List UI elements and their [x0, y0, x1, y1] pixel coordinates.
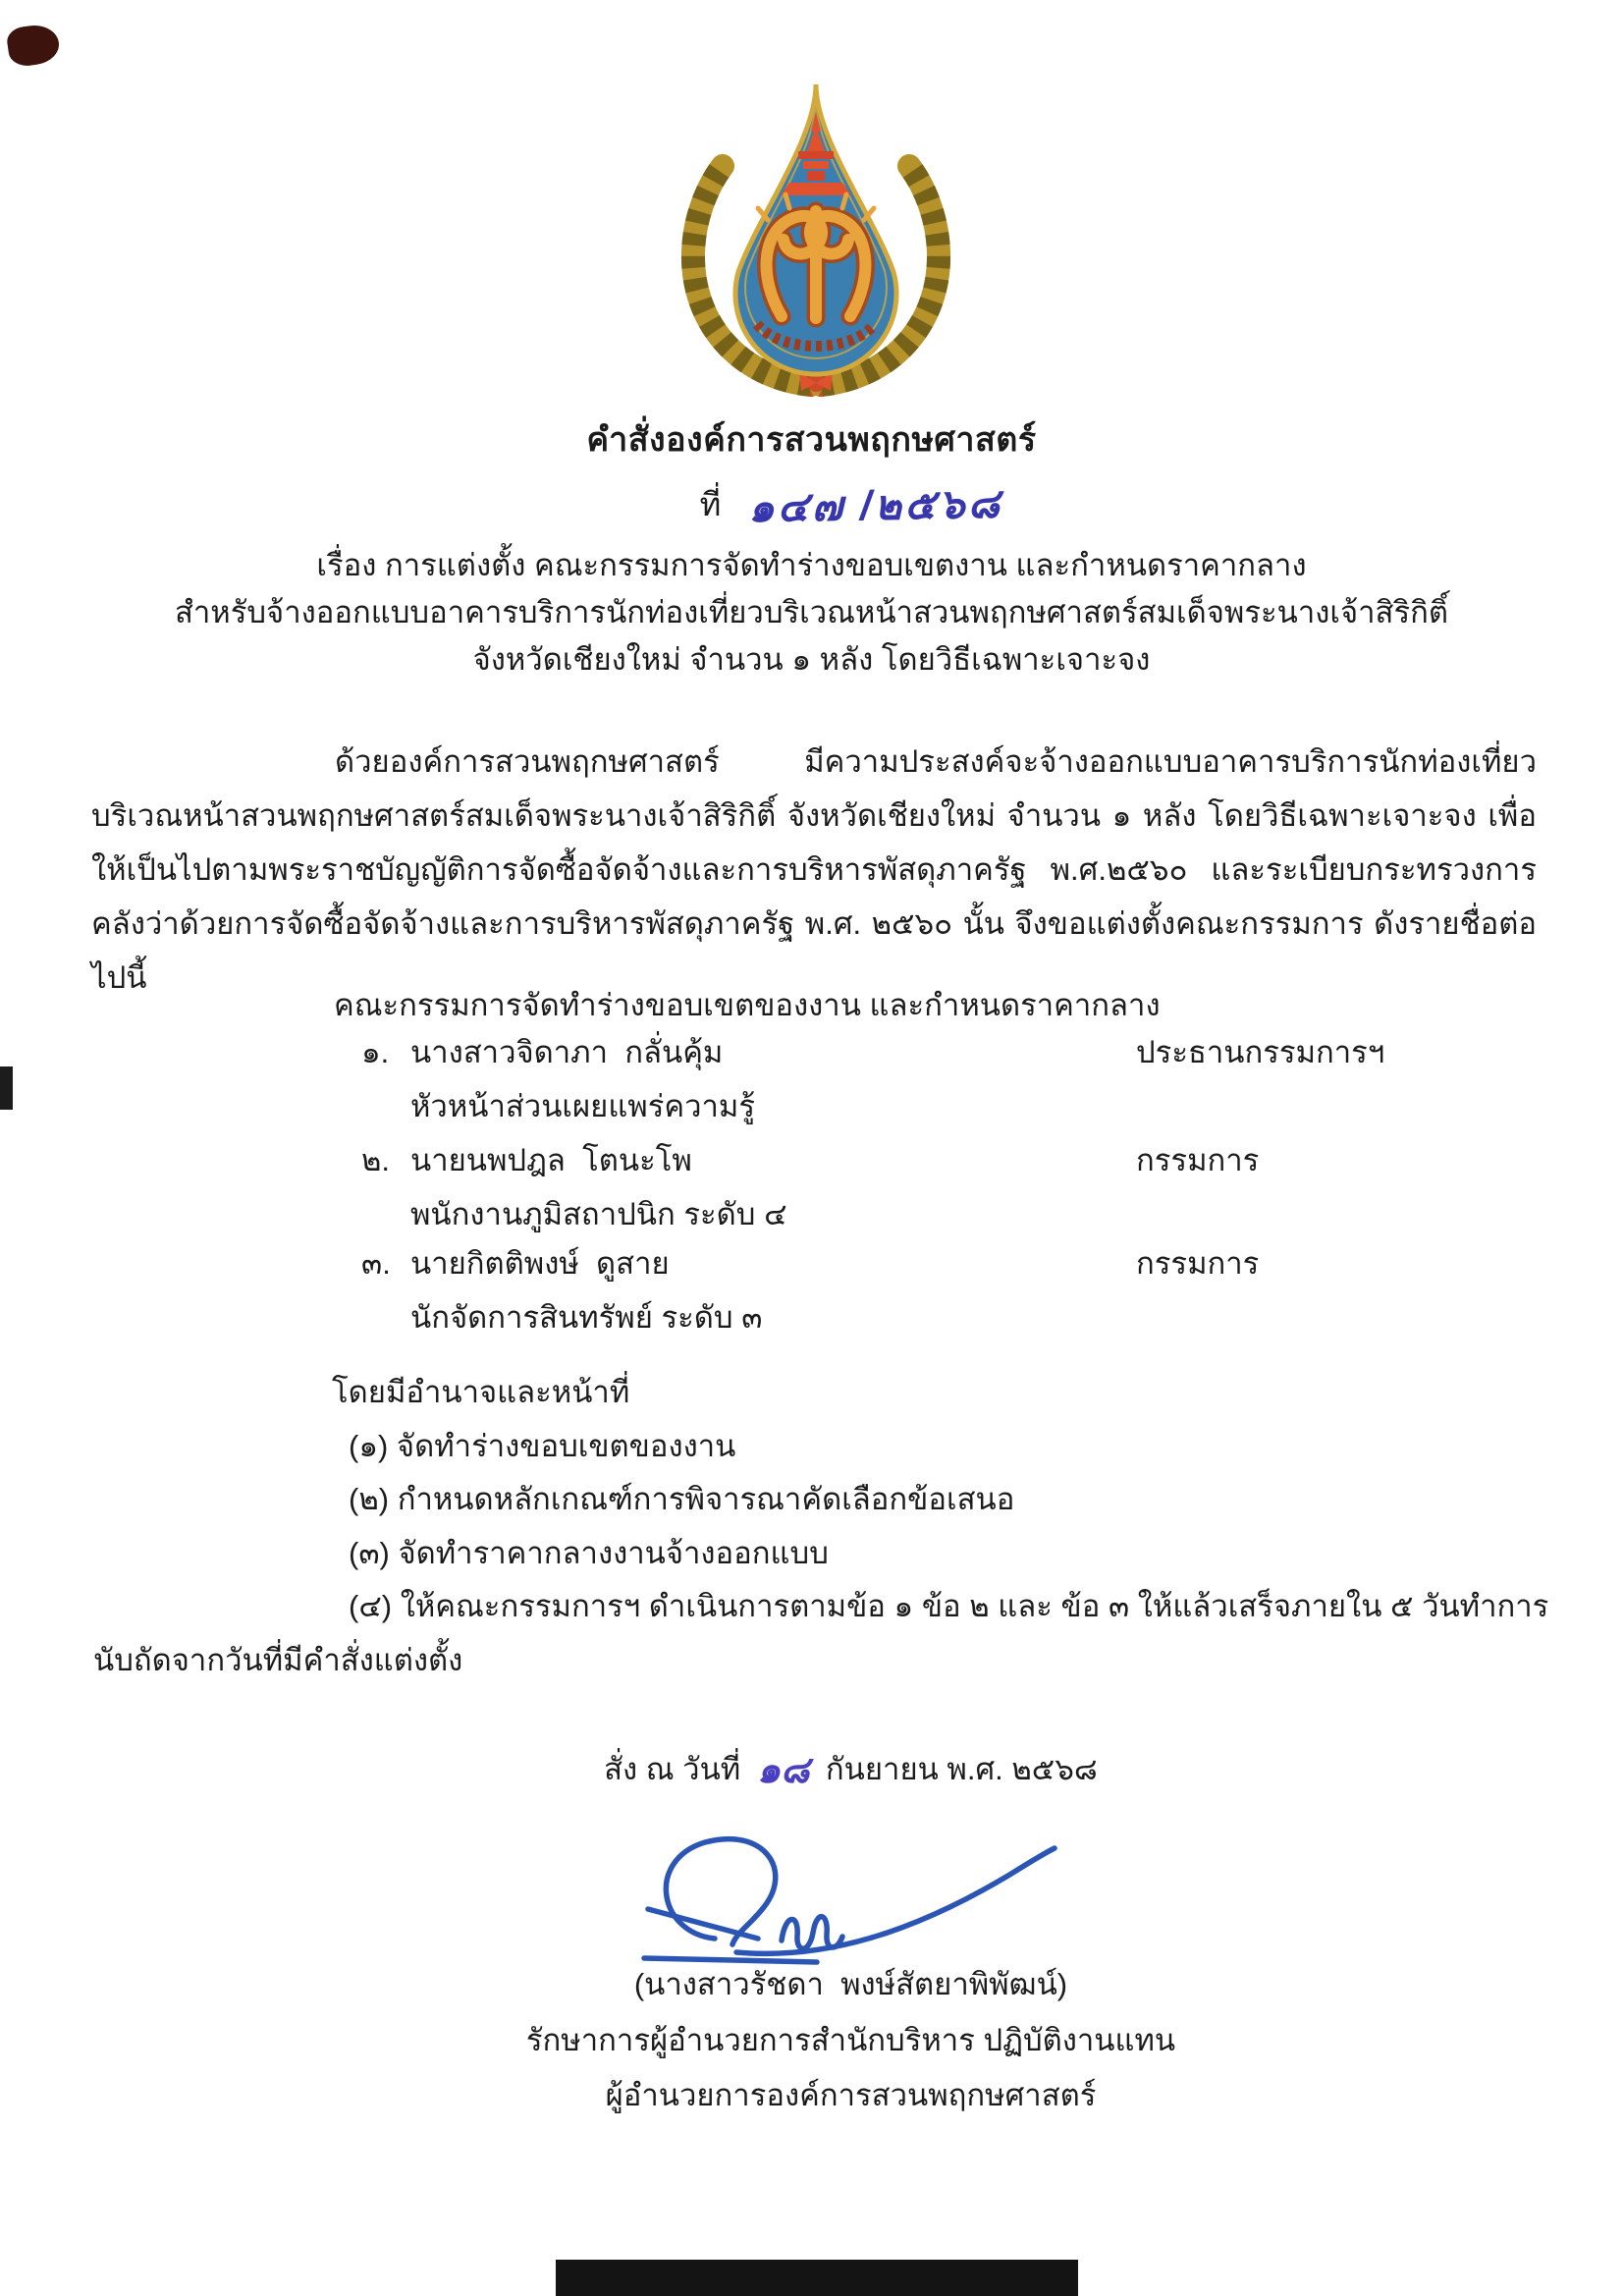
subject-line-2: สำหรับจ้างออกแบบอาคารบริการนักท่องเที่ยวบริเวณหน้าสวนพฤกษศาสตร์สมเด็จพระนางเจ้าสิริกิติ์: [174, 595, 1449, 629]
signer-name-text: (นางสาวรัชดา พงษ์สัตยาพิพัฒน์): [633, 1967, 1068, 2001]
member-number: ๓.: [361, 1246, 391, 1281]
member-number: ๑.: [361, 1035, 390, 1069]
signer-title-line-1: รักษาการผู้อำนวยการสำนักบริหาร ปฏิบัติงานแทน: [525, 2023, 1176, 2057]
member-row: [361, 1238, 670, 1287]
member-row: [361, 1135, 692, 1184]
botanical-garden-emblem-icon: [664, 71, 968, 397]
member-role: กรรมการ: [1136, 1143, 1260, 1177]
committee-heading: คณะกรรมการจัดทำร่างขอบเขตของงาน และกำหนดราคากลาง: [334, 988, 1161, 1022]
signer-name: [39, 1959, 1623, 2008]
member-name-text: นายกิตติพงษ์ ดูสาย: [410, 1246, 670, 1281]
scan-artifact-top-left: [5, 23, 61, 69]
scan-artifact-left-edge: [0, 1066, 13, 1110]
member-position: หัวหน้าส่วนเผยแพร่ความรู้: [410, 1089, 756, 1123]
body-paragraph: ด้วยองค์การสวนพฤกษศาสตร์ มีความประสงค์จะจ้างออกแบบอาคารบริการนักท่องเที่ยวบริเวณหน้าสวนพฤกษศาสตร์สมเด็จพระนางเจ้าสิริกิติ์ จังหวัดเชียงใหม่ จำนวน ๑ หลัง โดยวิธีเฉพาะเจาะจง เพื่อให้เป็นไปตามพระราชบัญญัติการจัดซื้อจัดจ้างและการบริหารพัสดุภาครัฐ พ.ศ.๒๕๖๐ และระเบียบกระทรวงการคลังว่าด้วยการจัดซื้อจัดจ้างและการบริหารพัสดุภาครัฐ พ.ศ. ๒๕๖๐ นั้น จึงขอแต่งตั้งคณะกรรมการ ดังรายชื่อต่อไปนี้: [91, 744, 1537, 995]
member-role: กรรมการ: [1136, 1246, 1260, 1281]
duties-heading: โดยมีอำนาจและหน้าที่: [332, 1375, 630, 1409]
document-number-handwritten: ๑๔๗ /๒๕๖๘: [747, 479, 1002, 531]
signature-ink-icon: [589, 1823, 1139, 1970]
date-line: [39, 1746, 1623, 1794]
date-day-handwritten: ๑๘: [756, 1750, 810, 1791]
member-position: นักจัดการสินทรัพย์ ระดับ ๓: [410, 1300, 763, 1335]
member-position: พนักงานภูมิสถาปนิก ระดับ ๔: [410, 1197, 787, 1231]
member-name-text: นายนพปฎล โตนะโพ: [410, 1143, 692, 1177]
subject-line-3: จังหวัดเชียงใหม่ จำนวน ๑ หลัง โดยวิธีเฉพาะเจาะจง: [472, 642, 1151, 677]
duty-item-4: (๔) ให้คณะกรรมการฯ ดำเนินการตามข้อ ๑ ข้อ ๒ และ ข้อ ๓ ให้แล้วเสร็จภายใน ๕ วันทำการ: [349, 1589, 1549, 1623]
member-role: ประธานกรรมการฯ: [1136, 1035, 1385, 1069]
duty-item-1: (๑) จัดทำร่างขอบเขตของงาน: [349, 1429, 736, 1463]
duty-item-4-continuation: นับถัดจากวันที่มีคำสั่งแต่งตั้ง: [93, 1643, 463, 1677]
member-row: [361, 1027, 723, 1076]
number-prefix: ที่: [699, 486, 722, 522]
document-number-line: [39, 473, 1623, 538]
member-number: ๒.: [361, 1143, 391, 1177]
member-name-text: นางสาวจิดาภา กลั่นคุ้ม: [410, 1035, 724, 1069]
signer-title-line-2: ผู้อำนวยการองค์การสวนพฤกษศาสตร์: [605, 2078, 1097, 2112]
subject-line-1: เรื่อง การแต่งตั้ง คณะกรรมการจัดทำร่างขอบเขตงาน และกำหนดราคากลาง: [316, 548, 1307, 582]
document-title: คำสั่งองค์การสวนพฤกษศาสตร์: [586, 421, 1037, 459]
duty-item-2: (๒) กำหนดหลักเกณฑ์การพิจารณาคัดเลือกข้อเสนอ: [349, 1482, 1015, 1516]
duty-item-3: (๓) จัดทำราคากลางงานจ้างออกแบบ: [349, 1536, 829, 1570]
scan-artifact-bottom-bar: [556, 2260, 1078, 2296]
date-suffix: กันยายน พ.ศ. ๒๕๖๘: [825, 1752, 1098, 1786]
date-prefix: สั่ง ณ วันที่: [604, 1752, 741, 1786]
